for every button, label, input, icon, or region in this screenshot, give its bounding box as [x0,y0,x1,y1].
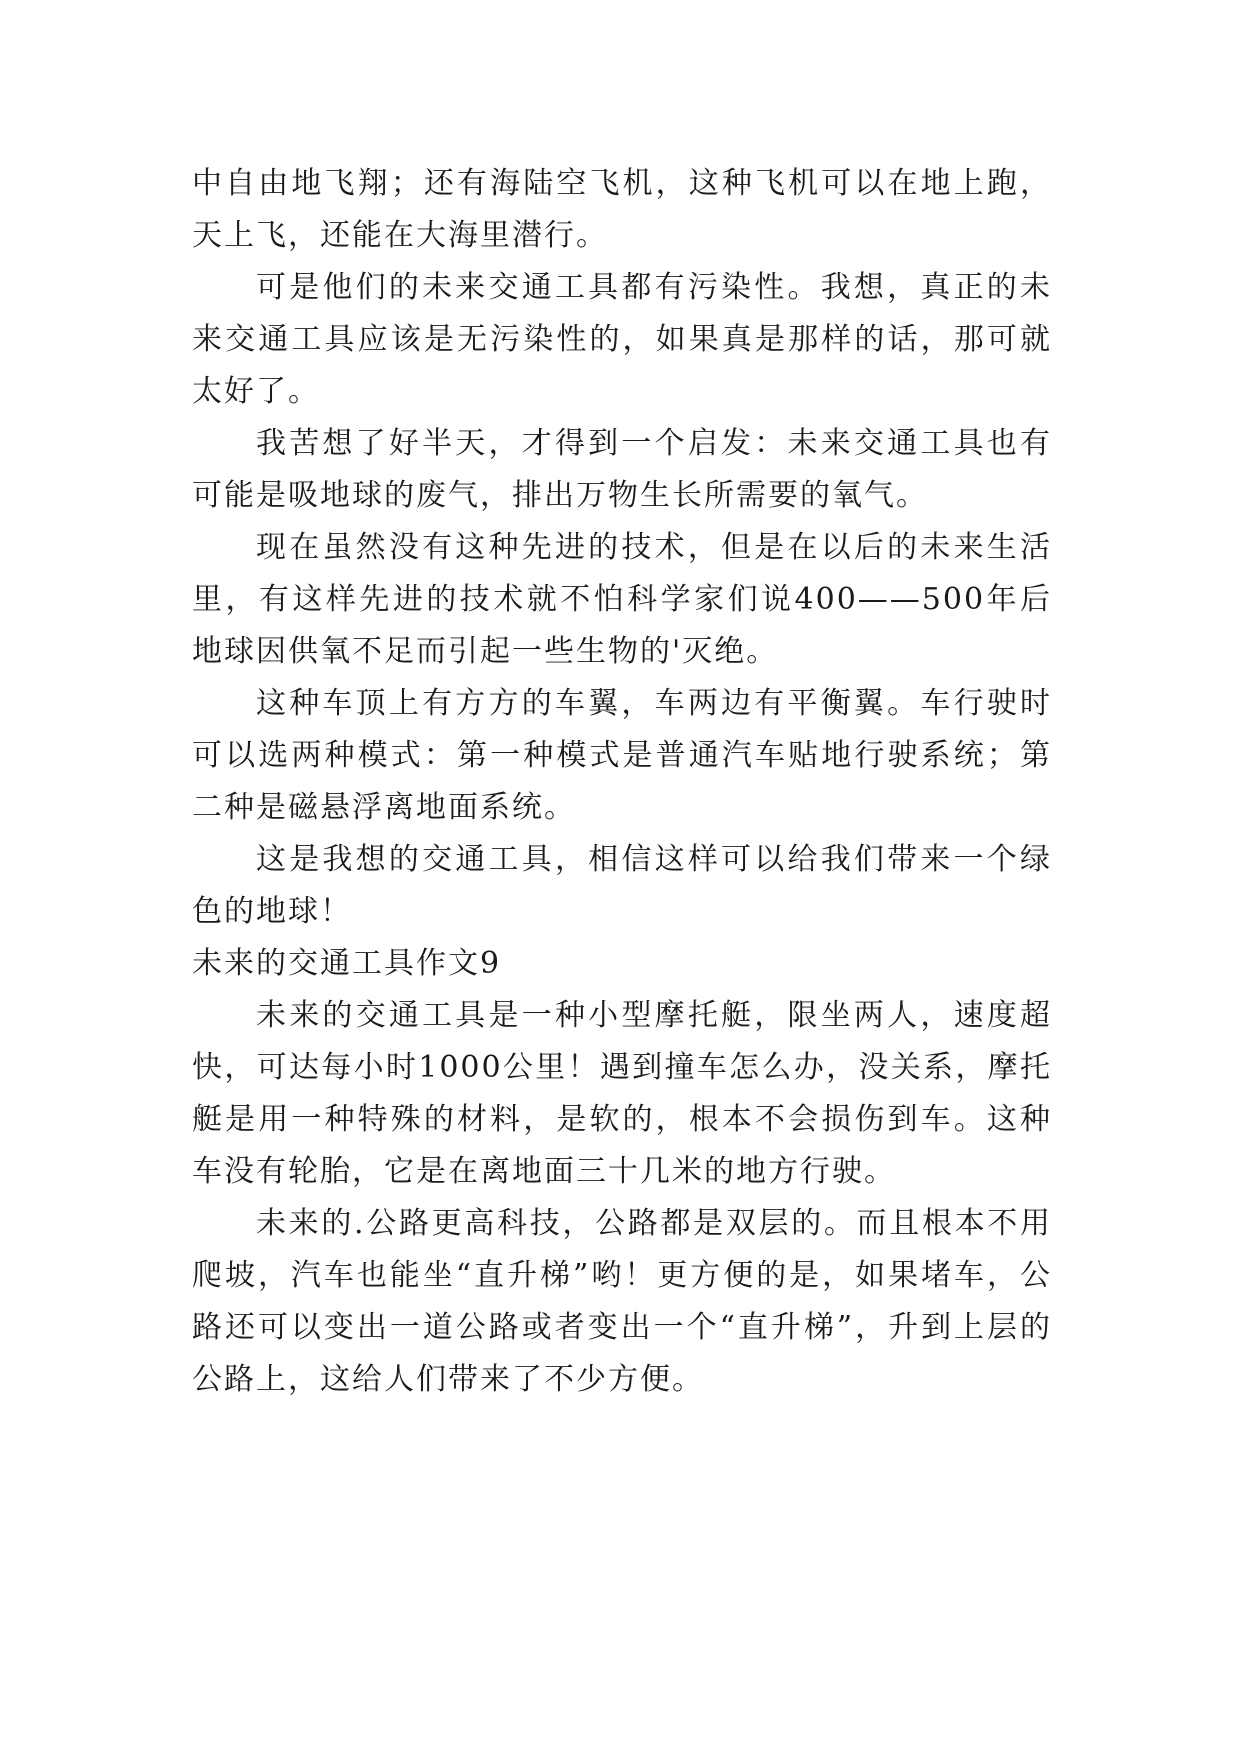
paragraph: 我苦想了好半天，才得到一个启发：未来交通工具也有可能是吸地球的废气，排出万物生长所需要的氧气。 [192,426,1052,513]
paragraph: 可是他们的未来交通工具都有污染性。我想，真正的未来交通工具应该是无污染性的，如果真是那样的话，那可就太好了。 [192,270,1052,409]
paragraph: 这是我想的交通工具，相信这样可以给我们带来一个绿色的地球！ [192,842,1052,929]
paragraph: 未来的交通工具是一种小型摩托艇，限坐两人，速度超快，可达每小时1000公里！遇到撞车怎么办，没关系，摩托艇是用一种特殊的材料，是软的，根本不会损伤到车。这种车没有轮胎，它是在离地面三十几米的地方行驶。 [192,998,1052,1189]
paragraph: 现在虽然没有这种先进的技术，但是在以后的未来生活里，有这样先进的技术就不怕科学家们说400——500年后地球因供氧不足而引起一些生物的'灭绝。 [192,530,1052,669]
paragraph: 中自由地飞翔；还有海陆空飞机，这种飞机可以在地上跑，天上飞，还能在大海里潜行。 [192,166,1052,253]
section-title: 未来的交通工具作文9 [192,946,502,981]
paragraph: 这种车顶上有方方的车翼，车两边有平衡翼。车行驶时可以选两种模式：第一种模式是普通汽车贴地行驶系统；第二种是磁悬浮离地面系统。 [192,686,1052,825]
paragraph: 未来的.公路更高科技，公路都是双层的。而且根本不用爬坡，汽车也能坐“直升梯”哟！更方便的是，如果堵车，公路还可以变出一道公路或者变出一个“直升梯”，升到上层的公路上，这给人们带来了不少方便。 [192,1206,1052,1397]
document-body [192,158,1052,1406]
